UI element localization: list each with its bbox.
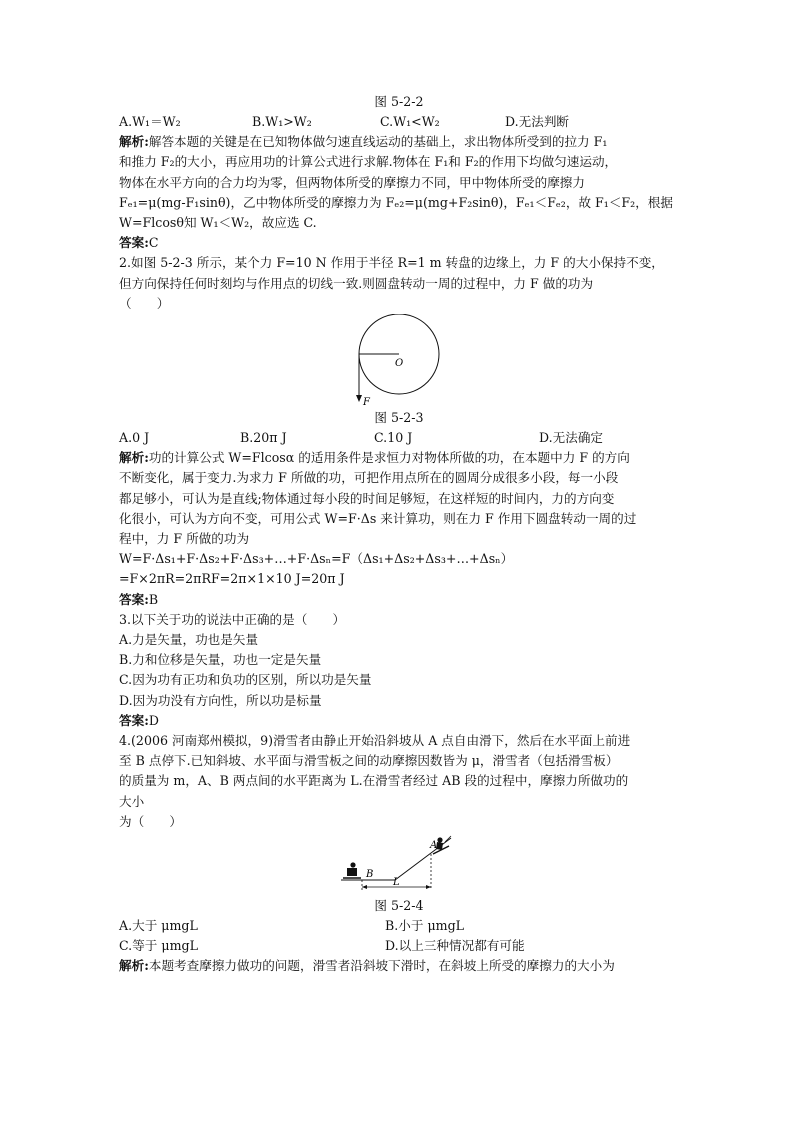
- q2-analysis-label: 解析:: [119, 450, 149, 466]
- q4-analysis-label: 解析:: [119, 958, 149, 974]
- q1-analysis-line: 物体在水平方向的合力均为零，但两物体所受的摩擦力不同，甲中物体所受的摩擦力: [119, 174, 585, 190]
- force-label: F: [363, 397, 370, 409]
- q4-stem-line: 4.(2006 河南郑州模拟，9)滑雪者由静止开始沿斜坡从 A 点自由滑下，然后在水平面上前进: [119, 733, 631, 749]
- ski-slope-diagram: [119, 832, 679, 896]
- q2-stem-line: 但方向保持任何时刻均与作用点的切线一致.则圆盘转动一周的过程中，力 F 做的功为: [119, 275, 594, 291]
- q2-answer-label: 答案:: [119, 591, 149, 607]
- q2-work-equation: W=F·Δs₁+F·Δs₂+F·Δs₃+…+F·Δsₙ=F（Δs₁+Δs₂+Δs₃+…+Δsₙ）: [119, 551, 514, 567]
- q4-option-a: A.大于 μmgL: [119, 918, 198, 934]
- figure-caption-5-2-4: 图 5-2-4: [374, 898, 424, 914]
- q1-answer: [119, 233, 679, 253]
- q2-work-result: =F×2πR=2πRF=2π×1×10 J=20π J: [119, 571, 345, 587]
- q2-analysis-line: 都足够小，可认为是直线;物体通过每小段的时间足够短，在这样短的时间内，力的方向变: [119, 490, 615, 506]
- q3-option-a: A.力是矢量，功也是矢量: [119, 632, 259, 648]
- q2-analysis-line: 程中，力 F 所做的功为: [119, 531, 250, 547]
- q1-option-a: A.W₁＝W₂: [119, 114, 181, 130]
- q2-options: [119, 428, 679, 448]
- q4-option-c: C.等于 μmgL: [119, 938, 198, 954]
- q1-analysis-line: Fₑ₁=μ(mg-F₁sinθ)，乙中物体所受的摩擦力为 Fₑ₂=μ(mg+F₂sinθ)，Fₑ₁＜Fₑ₂，故 F₁＜F₂，根据: [119, 194, 673, 210]
- figure-caption-5-2-2: 图 5-2-2: [374, 94, 424, 109]
- q2-answer: [119, 590, 679, 610]
- q1-analysis-line: 和推力 F₂的大小，再应用功的计算公式进行求解.物体在 F₁和 F₂的作用下均做匀速运动，: [119, 154, 618, 170]
- q3-answer-label: 答案:: [119, 712, 149, 728]
- q3-option-b: B.力和位移是矢量，功也一定是矢量: [119, 652, 322, 668]
- q4-stem-line: 为（ ）: [119, 813, 182, 829]
- document-page: [119, 92, 679, 977]
- figure-5-2-4: [119, 832, 679, 896]
- q4-analysis-text: 本题考查摩擦力做功的问题，滑雪者沿斜坡下滑时，在斜坡上所受的摩擦力的大小为: [148, 958, 615, 974]
- q4-analysis-line: [119, 956, 679, 976]
- q2-analysis-line: 不断变化，属于变力.为求力 F 所做的功，可把作用点所在的圆周分成很多小段，每一小段: [119, 470, 619, 486]
- q1-options: [119, 112, 679, 132]
- q1-option-c: C.W₁<W₂: [380, 114, 440, 130]
- q2-option-b: B.20π J: [240, 430, 287, 446]
- q4-options-row-2: [119, 936, 679, 956]
- figure-5-2-3: [119, 314, 679, 408]
- q3-stem: 3.以下关于功的说法中正确的是（ ）: [119, 611, 346, 627]
- q1-analysis-line: W=Flcosθ知 W₁＜W₂，故应选 C.: [119, 215, 317, 231]
- q2-option-a: A.0 J: [119, 430, 150, 446]
- q2-option-d: D.无法确定: [539, 430, 604, 446]
- q1-analysis-label: 解析:: [119, 134, 149, 150]
- figure-caption-5-2-3: 图 5-2-3: [374, 410, 424, 426]
- disk-force-diagram: [119, 314, 679, 408]
- q2-stem-line: （ ）: [119, 295, 170, 311]
- q2-analysis-line: [119, 448, 679, 468]
- q3-option-c: C.因为功有正功和负功的区别，所以功是矢量: [119, 672, 372, 688]
- q2-analysis-line: 化很小，可认为方向不变，可用公式 W=F·Δs 来计算功，则在力 F 作用下圆盘转动一周的过: [119, 510, 637, 526]
- q1-analysis-text: 解答本题的关键是在已知物体做匀速直线运动的基础上，求出物体所受到的拉力 F₁: [148, 134, 608, 150]
- point-b-label: B: [366, 869, 374, 881]
- q4-option-b: B.小于 μmgL: [385, 918, 464, 934]
- q2-answer-value: B: [148, 591, 159, 607]
- force-arrow-head: [356, 395, 362, 402]
- length-label: L: [393, 877, 400, 889]
- q4-options-row-1: [119, 916, 679, 936]
- q3-option-d: D.因为功没有方向性，所以功是标量: [119, 692, 322, 708]
- q4-option-d: D.以上三种情况都有可能: [385, 938, 525, 954]
- q1-answer-label: 答案:: [119, 235, 149, 251]
- q3-answer-value: D: [148, 712, 159, 728]
- skier-b-figure: [343, 862, 361, 878]
- q1-option-d: D.无法判断: [505, 114, 570, 130]
- q2-stem-line: 2.如图 5-2-3 所示，某个力 F=10 N 作用于半径 R=1 m 转盘的边缘上，力 F 的大小保持不变，: [119, 255, 664, 271]
- q1-analysis-line: [119, 132, 679, 152]
- q2-analysis-text: 功的计算公式 W=Flcosα 的适用条件是求恒力对物体所做的功，在本题中力 F 的方向: [148, 450, 630, 466]
- q1-answer-value: C: [148, 235, 159, 251]
- q4-stem-line: 大小: [119, 793, 145, 809]
- q3-answer: [119, 711, 679, 731]
- center-label: O: [395, 358, 404, 370]
- q1-option-b: B.W₁>W₂: [252, 114, 312, 130]
- q2-option-c: C.10 J: [374, 430, 413, 446]
- q4-stem-line: 至 B 点停下.已知斜坡、水平面与滑雪板之间的动摩擦因数皆为 μ，滑雪者（包括滑雪板）: [119, 753, 619, 769]
- point-a-label: A: [430, 840, 438, 852]
- q4-stem-line: 的质量为 m，A、B 两点间的水平距离为 L.在滑雪者经过 AB 段的过程中，摩擦力所做功的: [119, 773, 629, 789]
